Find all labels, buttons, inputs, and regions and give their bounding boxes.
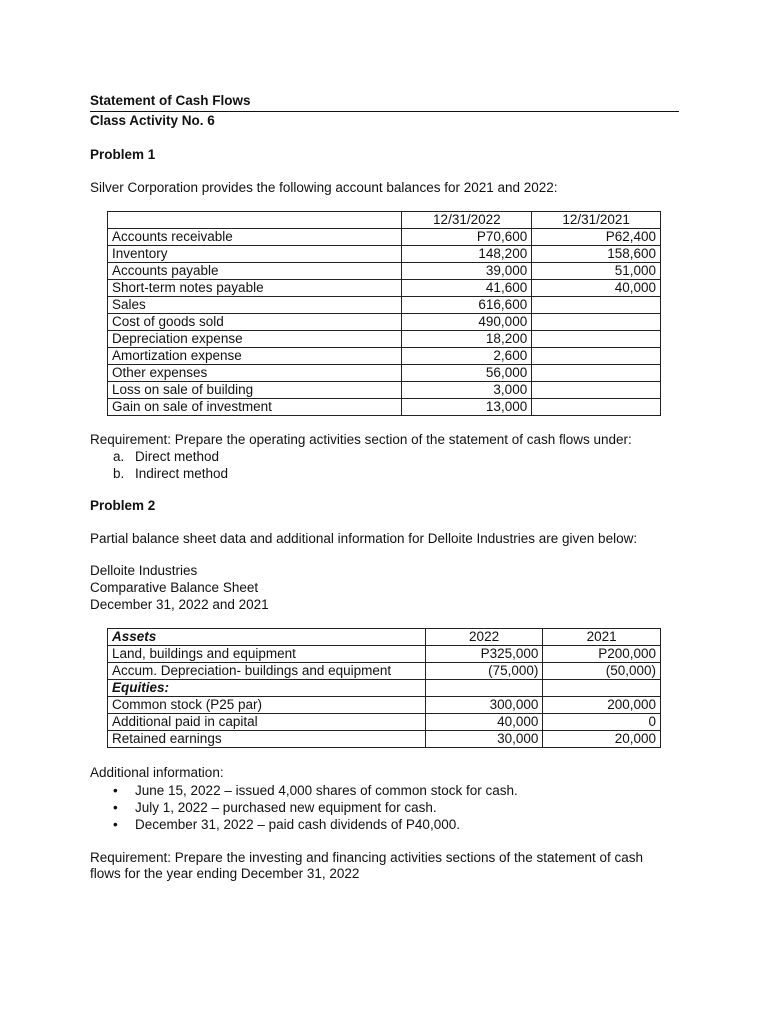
value-2021 [532,348,661,365]
header-cell-2021: 12/31/2021 [532,212,661,229]
table-row [108,663,661,680]
document-subtitle: Class Activity No. 6 [90,113,215,128]
value-2021 [532,314,661,331]
value-2021: P62,400 [532,229,661,246]
problem1-intro: Silver Corporation provides the following account balances for 2021 and 2022: [90,180,558,195]
value-2022: (75,000) [425,663,543,680]
empty-cell [543,680,661,697]
equities-header: Equities: [108,680,426,697]
list-item [113,782,518,799]
list-item [113,816,518,833]
bullet-icon: • [113,800,118,815]
table-row [108,314,661,331]
value-2022: 56,000 [402,365,532,382]
table-row [108,348,661,365]
value-2021 [532,382,661,399]
list-item-text: July 1, 2022 – purchased new equipment for cash. [135,800,437,815]
table-row [108,280,661,297]
statement-period: December 31, 2022 and 2021 [90,597,269,612]
value-2022: 41,600 [402,280,532,297]
list-marker: b. [113,466,125,481]
list-item-text: Indirect method [135,466,229,481]
value-2021: (50,000) [543,663,661,680]
company-name: Delloite Industries [90,563,198,578]
list-item [113,448,228,465]
additional-info-label: Additional information: [90,765,224,780]
empty-cell [425,680,543,697]
row-label: Accounts receivable [108,229,402,246]
value-2022: 40,000 [425,714,543,731]
problem2-heading: Problem 2 [90,498,156,513]
list-item-text: Direct method [135,449,220,464]
value-2022: 616,600 [402,297,532,314]
row-label: Sales [108,297,402,314]
table-row [108,697,661,714]
problem1-heading: Problem 1 [90,147,156,162]
row-label: Cost of goods sold [108,314,402,331]
header-cell-2022: 2022 [425,629,543,646]
document-title: Statement of Cash Flows [90,93,251,108]
bullet-icon: • [113,783,118,798]
table-header-row [108,212,661,229]
table-header-row [108,629,661,646]
problem1-requirement: Requirement: Prepare the operating activities section of the statement of cash flows under: [90,432,632,447]
table-row [108,382,661,399]
header-cell-label [108,212,402,229]
table-row [108,731,661,748]
account-balances-table [107,211,661,416]
row-label: Loss on sale of building [108,382,402,399]
value-2022: 148,200 [402,246,532,263]
table-row [108,714,661,731]
value-2022: 18,200 [402,331,532,348]
statement-name: Comparative Balance Sheet [90,580,259,595]
additional-info-list [113,782,518,833]
row-label: Accounts payable [108,263,402,280]
value-2021 [532,297,661,314]
value-2022: 3,000 [402,382,532,399]
value-2022: 300,000 [425,697,543,714]
table-row [108,246,661,263]
value-2021: 20,000 [543,731,661,748]
row-label: Additional paid in capital [108,714,426,731]
value-2021: P200,000 [543,646,661,663]
list-item-text: December 31, 2022 – paid cash dividends of P40,000. [135,817,460,832]
title-divider [90,111,679,112]
value-2021: 0 [543,714,661,731]
value-2021 [532,365,661,382]
value-2021 [532,331,661,348]
value-2022: P70,600 [402,229,532,246]
value-2021: 200,000 [543,697,661,714]
equities-header-row [108,680,661,697]
row-label: Inventory [108,246,402,263]
method-list [113,448,228,482]
value-2022: 490,000 [402,314,532,331]
row-label: Other expenses [108,365,402,382]
problem2-requirement-line1: Requirement: Prepare the investing and financing activities sections of the statement of cash [90,850,644,865]
value-2022: P325,000 [425,646,543,663]
table-row [108,263,661,280]
balance-sheet-table [107,628,661,748]
header-cell-2022: 12/31/2022 [402,212,532,229]
list-marker: a. [113,449,125,464]
header-cell-2021: 2021 [543,629,661,646]
row-label: Accum. Depreciation- buildings and equipment [108,663,426,680]
value-2021: 51,000 [532,263,661,280]
row-label: Common stock (P25 par) [108,697,426,714]
list-item [113,799,518,816]
row-label: Retained earnings [108,731,426,748]
row-label: Amortization expense [108,348,402,365]
value-2021: 158,600 [532,246,661,263]
row-label: Short-term notes payable [108,280,402,297]
problem2-requirement-line2: flows for the year ending December 31, 2022 [90,866,360,881]
list-item [113,465,228,482]
table-row [108,399,661,416]
value-2022: 30,000 [425,731,543,748]
table-row [108,297,661,314]
value-2022: 39,000 [402,263,532,280]
bullet-icon: • [113,817,118,832]
row-label: Depreciation expense [108,331,402,348]
list-item-text: June 15, 2022 – issued 4,000 shares of common stock for cash. [135,783,518,798]
value-2022: 2,600 [402,348,532,365]
table-row [108,229,661,246]
value-2022: 13,000 [402,399,532,416]
value-2021 [532,399,661,416]
row-label: Land, buildings and equipment [108,646,426,663]
table-row [108,365,661,382]
row-label: Gain on sale of investment [108,399,402,416]
table-row [108,646,661,663]
table-row [108,331,661,348]
value-2021: 40,000 [532,280,661,297]
problem2-intro: Partial balance sheet data and additional information for Delloite Industries are given below: [90,531,638,546]
assets-header: Assets [108,629,426,646]
